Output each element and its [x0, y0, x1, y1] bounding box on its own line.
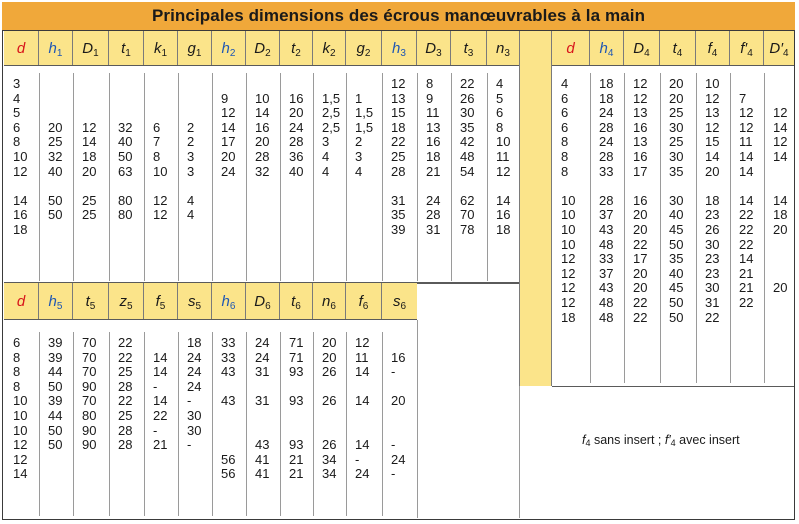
header-subscript: 3: [436, 48, 442, 59]
table1-column-2: 12 14 18 20 25 25: [82, 119, 97, 223]
table1-column-5: 2 2 3 3 4 4: [187, 119, 195, 223]
column-divider: [590, 73, 591, 383]
f4-symbol: f: [582, 433, 586, 447]
column-divider: [487, 73, 488, 281]
table1-column-9: 1,5 2,5 2,5 3 4 4: [322, 90, 341, 179]
header-symbol: f: [707, 40, 712, 57]
column-divider: [730, 73, 731, 383]
header-subscript: 2: [364, 48, 371, 59]
separator-divider: [519, 386, 520, 518]
table1-column-14: 4 5 6 8 10 11 12 14 16 18: [496, 76, 511, 237]
header-symbol: f: [358, 293, 363, 310]
table1-column-6: 9 12 14 17 20 24: [221, 90, 236, 179]
column-divider: [696, 73, 697, 383]
header-subscript: 2: [229, 48, 236, 59]
table2-column-10: 12 11 14 14 14 - 24: [355, 335, 370, 482]
header-subscript: 3: [467, 48, 474, 59]
column-divider: [346, 332, 347, 516]
header-subscript: 1: [93, 48, 99, 59]
column-divider: [660, 73, 661, 383]
header-subscript: 1: [56, 48, 63, 59]
table1-header-k2: [313, 31, 346, 65]
header-subscript: 4: [747, 48, 753, 59]
table3-header-d4: [624, 31, 660, 65]
table1-header-t2: [280, 31, 313, 65]
table3-header-h4: [590, 31, 624, 65]
table3-column-3: 20 20 25 30 25 30 35 30 40 45 50 35 40 45 50 50: [669, 76, 684, 325]
header-subscript: 6: [400, 301, 407, 312]
column-divider: [764, 73, 765, 383]
table3-column-2: 12 12 13 16 13 16 17 16 20 20 22 17 20 20 22 22: [633, 76, 648, 325]
header-symbol: k: [153, 40, 162, 57]
column-divider: [280, 332, 281, 516]
header-subscript: 4: [607, 48, 614, 59]
table1-column-13: 22 26 30 35 42 48 54 62 70 78: [460, 76, 475, 237]
column-divider: [280, 73, 281, 281]
table2-header-row: [4, 283, 417, 320]
header-subscript: 4: [711, 48, 718, 59]
table1-header-t1: [109, 31, 144, 65]
header-subscript: 5: [126, 301, 133, 312]
column-divider: [246, 73, 247, 281]
column-divider: [144, 73, 145, 281]
table2-column-8: 71 71 93 93 93 21 21: [289, 335, 304, 482]
header-symbol: h: [221, 293, 230, 310]
header-symbol: f: [155, 293, 160, 310]
table2-header-t6: [280, 283, 313, 319]
header-symbol: t: [121, 40, 126, 57]
column-divider: [417, 73, 418, 281]
table2-header-f5: [144, 283, 178, 319]
table3-header-fp4: [730, 31, 764, 65]
header-subscript: 4: [644, 48, 650, 59]
table2-right-divider: [417, 320, 418, 518]
header-subscript: 1: [125, 48, 131, 59]
table1-column-3: 32 40 50 63 80 80: [118, 119, 133, 223]
table1-header-g2: [346, 31, 382, 65]
table2-header-d: [4, 283, 39, 319]
table3-column-1: 18 18 24 28 24 28 33 28 37 43 48 33 37 43 48 48: [599, 76, 614, 325]
table2-header-s6: [382, 283, 417, 319]
table2-column-9: 20 20 26 26 26 34 34: [322, 335, 337, 482]
column-divider: [212, 73, 213, 281]
table2-column-3: 22 22 25 28 22 25 28 28: [118, 335, 133, 453]
header-subscript: 6: [362, 301, 369, 312]
header-symbol: n: [322, 293, 331, 310]
table1-column-0: 3 4 5 6 8 10 12 14 16 18: [13, 76, 28, 237]
header-symbol: h: [599, 40, 608, 57]
header-symbol: n: [496, 40, 505, 57]
table2-header-n6: [313, 283, 346, 319]
table2-column-0: 6 8 8 8 10 10 10 12 12 14: [13, 335, 28, 482]
table1-header-d3: [417, 31, 451, 65]
table3-bottom-rule: [552, 386, 794, 387]
header-subscript: 5: [159, 301, 166, 312]
header-symbol: d: [566, 40, 575, 57]
table1-header-d2: [246, 31, 280, 65]
header-subscript: 2: [329, 48, 336, 59]
table1-header-h1: [39, 31, 73, 65]
f4-prime-symbol: f′: [664, 433, 671, 447]
table3-header-f4: [696, 31, 730, 65]
column-divider: [109, 332, 110, 516]
column-divider: [178, 73, 179, 281]
header-subscript: 6: [330, 301, 336, 312]
table1-header-row: [4, 31, 519, 66]
header-symbol: g: [187, 40, 196, 57]
table1-header-h2: [212, 31, 246, 65]
table2-column-11: 16 - 20 - 24 -: [391, 349, 406, 482]
table1-column-1: 20 25 32 40 50 50: [48, 119, 63, 223]
table3-column-6: 12 14 12 14 14 18 20 20: [773, 105, 788, 296]
table1-column-4: 6 7 8 10 12 12: [153, 119, 168, 223]
header-subscript: 6: [295, 301, 301, 312]
table2-header-d6: [246, 283, 280, 319]
table1-column-10: 1 1,5 1,5 2 3 4: [355, 90, 374, 179]
header-subscript: 2: [295, 48, 301, 59]
table1-header-k1: [144, 31, 178, 65]
table3-column-0: 4 6 6 6 8 8 8 10 10 10 10 12 12 12 12 18: [561, 76, 576, 325]
table2-column-6: 33 33 43 43 56 56: [221, 335, 236, 482]
header-subscript: 3: [504, 48, 510, 59]
column-divider: [246, 332, 247, 516]
header-symbol: D: [82, 40, 94, 57]
column-divider: [109, 73, 110, 281]
table2-column-4: 14 14 - 14 22 - 21: [153, 349, 168, 453]
insert-note: $f_4$ sans insert ; $f'_4$ avec insert: [582, 433, 740, 448]
header-symbol: f′: [740, 40, 748, 57]
column-divider: [624, 73, 625, 383]
column-divider: [313, 332, 314, 516]
header-subscript: 3: [400, 48, 406, 59]
column-divider: [451, 73, 452, 281]
f4-note-text: sans insert ;: [590, 433, 665, 447]
header-symbol: t: [291, 293, 296, 310]
table1-header-n3: [487, 31, 519, 65]
table2-header-h5: [39, 283, 73, 319]
header-subscript: 6: [229, 301, 236, 312]
header-subscript: 2: [265, 48, 271, 59]
table2-header-h6: [212, 283, 246, 319]
header-symbol: D′: [769, 40, 784, 57]
header-subscript: 5: [89, 301, 96, 312]
table1-column-12: 8 9 11 13 16 18 21 24 28 31: [426, 76, 441, 237]
header-symbol: D: [425, 40, 437, 57]
table3-column-4: 10 12 13 12 15 14 20 18 23 26 30 23 23 30 31 22: [705, 76, 720, 325]
table3-header-dp4: [764, 31, 794, 65]
table2-top-rule: [417, 283, 519, 284]
header-subscript: 1: [161, 48, 168, 59]
table1-header-g1: [178, 31, 212, 65]
header-symbol: d: [16, 293, 26, 310]
header-subscript: 4: [676, 48, 683, 59]
header-symbol: t: [291, 40, 296, 57]
table2-column-2: 70 70 70 90 70 80 90 90: [82, 335, 97, 453]
header-symbol: d: [16, 40, 26, 57]
header-subscript: 5: [56, 301, 63, 312]
column-divider: [382, 332, 383, 516]
table1-column-7: 10 14 16 20 28 32: [255, 90, 270, 179]
table2-header-s5: [178, 283, 212, 319]
header-subscript: 1: [195, 48, 202, 59]
header-symbol: h: [48, 293, 57, 310]
table1-header-d: [4, 31, 39, 65]
header-subscript: 4: [783, 48, 789, 59]
header-subscript: 5: [195, 301, 202, 312]
column-divider: [144, 332, 145, 516]
header-symbol: t: [672, 40, 677, 57]
column-divider: [39, 332, 40, 516]
f4-prime-note-text: avec insert: [675, 433, 740, 447]
header-symbol: k: [322, 40, 330, 57]
table1-column-11: 12 13 15 18 22 25 28 31 35 39: [391, 76, 406, 237]
table1-column-8: 16 20 24 28 36 40: [289, 90, 304, 179]
table2-column-1: 39 39 44 50 39 44 50 50: [48, 335, 63, 453]
header-symbol: D: [254, 40, 266, 57]
table2-header-f6: [346, 283, 382, 319]
header-symbol: h: [48, 40, 57, 57]
column-divider: [73, 332, 74, 516]
column-divider: [178, 332, 179, 516]
table3-header-t4: [660, 31, 696, 65]
header-symbol: s: [392, 293, 401, 310]
header-symbol: D: [254, 293, 266, 310]
column-divider: [39, 73, 40, 281]
table1-header-h3: [382, 31, 417, 65]
column-divider: [73, 73, 74, 281]
header-symbol: s: [187, 293, 196, 310]
header-symbol: h: [221, 40, 230, 57]
table2-column-5: 18 24 24 24 - 30 30 -: [187, 335, 202, 453]
header-symbol: h: [392, 40, 401, 57]
header-symbol: D: [633, 40, 645, 57]
table1-header-t3: [451, 31, 487, 65]
header-symbol: t: [463, 40, 468, 57]
table2-column-7: 24 24 31 31 43 41 41: [255, 335, 270, 482]
page-title: Principales dimensions des écrous manœuvrables à la main: [2, 2, 795, 31]
table3-header-d: [552, 31, 590, 65]
separator-column: [519, 31, 552, 386]
column-divider: [212, 332, 213, 516]
header-symbol: g: [356, 40, 365, 57]
table2-header-z5: [109, 283, 144, 319]
table2-header-t5: [73, 283, 109, 319]
header-symbol: t: [85, 293, 90, 310]
header-symbol: z: [119, 293, 127, 310]
column-divider: [346, 73, 347, 281]
header-subscript: 6: [265, 301, 271, 312]
table1-header-d1: [73, 31, 109, 65]
column-divider: [313, 73, 314, 281]
table3-column-5: 7 12 12 11 14 14 14 22 22 22 14 21 21 22: [739, 90, 754, 310]
table3-header-row: [552, 31, 794, 66]
column-divider: [382, 73, 383, 281]
